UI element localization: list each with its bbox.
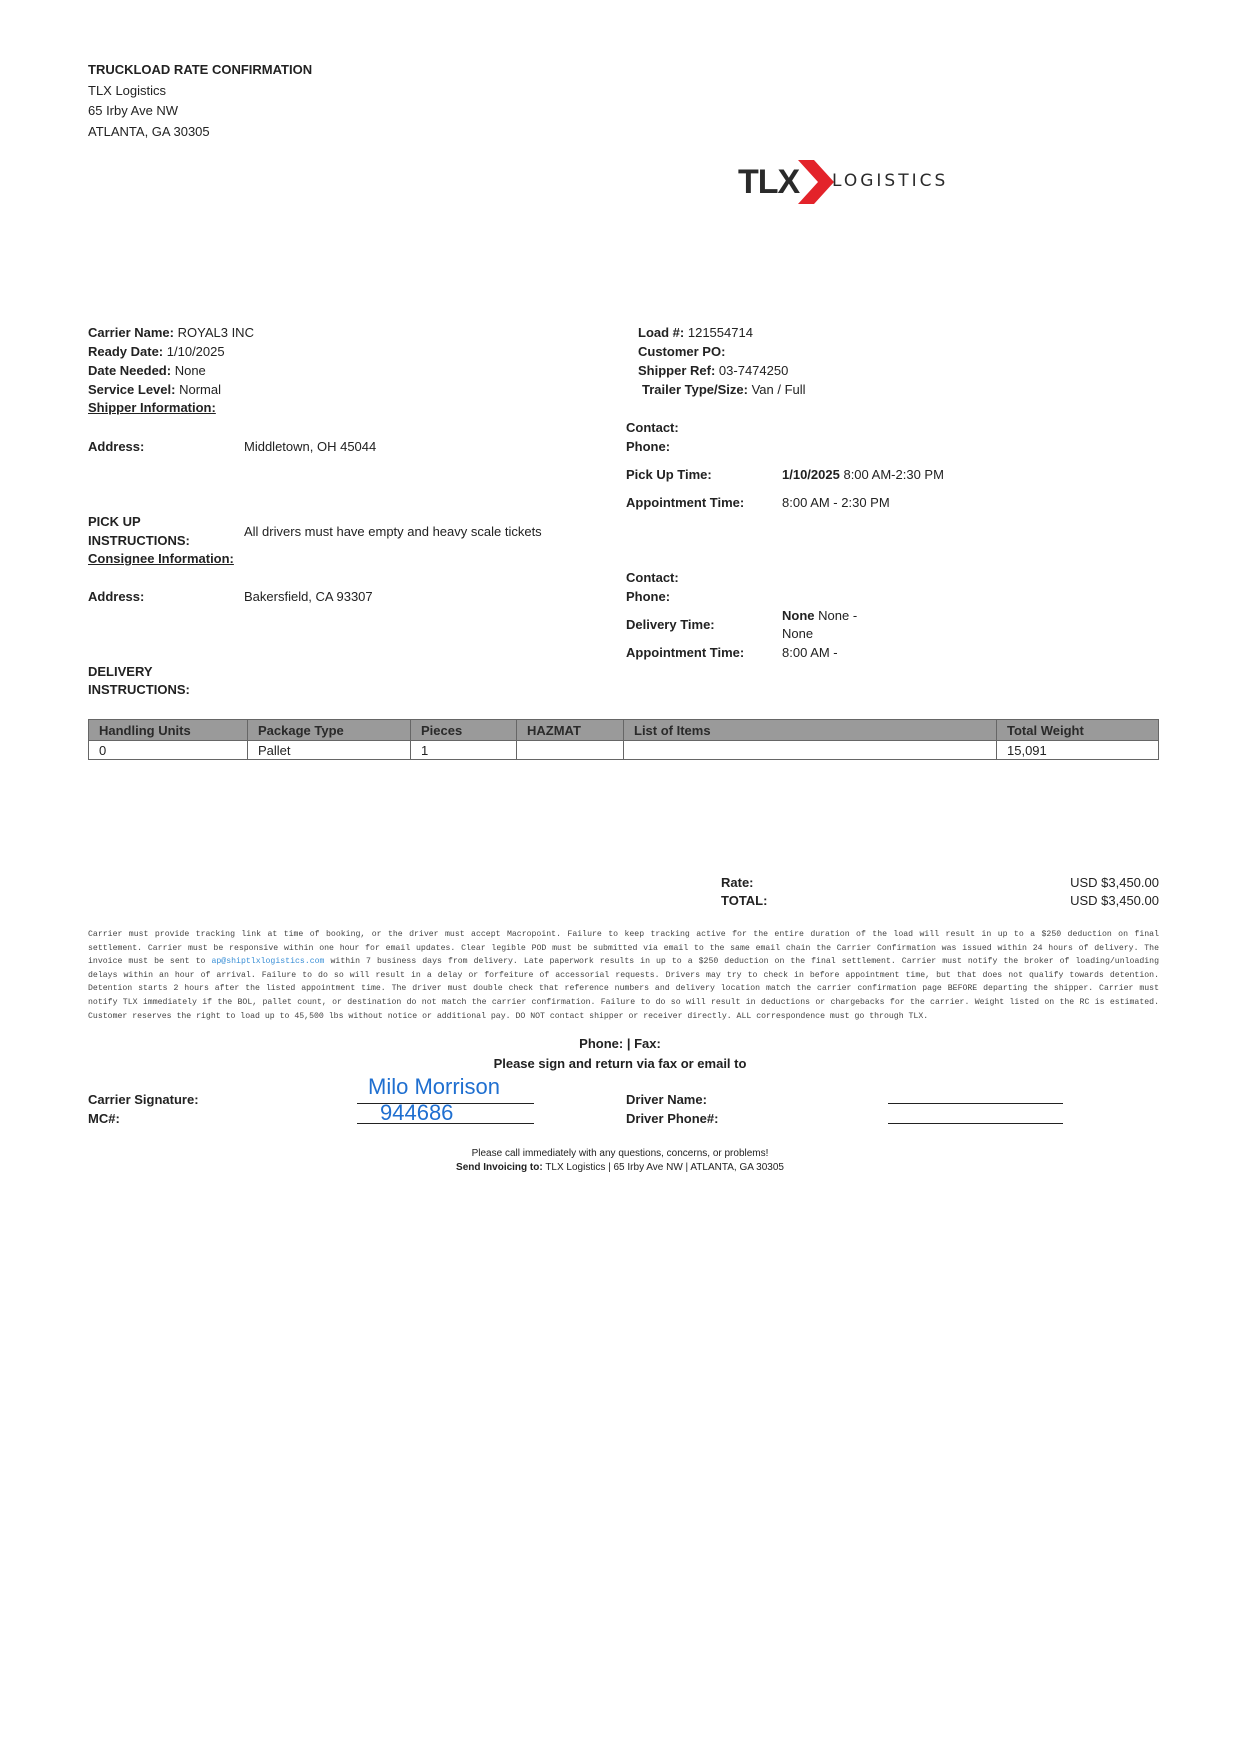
logo-text-tlx: TLX (738, 163, 800, 201)
terms-part-2: within 7 business days from delivery. Late paperwork results in up to a $250 deduction on the final settlement. Carrier must notify the broker of loading/unloading delays within an hour of arrival. Failure to do so will result in a delay or forfeiture of accessorial requests. Drivers may try to check in before appointment time, but that does not qualify towards detention. Detention starts 2 hours after the listed appointment time. The driver must double check that reference numbers and delivery location match the carrier confirmation page BEFORE departing the shipper. Carrier must notify TLX immediately if the BOL, pallet count, or destination do not match the carrier confirmation. Failure to do so will result in deductions or chargebacks for the carrier. Weight listed on the RC is estimated. Customer reserves the right to load up to 45,500 lbs without notice or additional pay. DO NOT contact shipper or receiver directly. ALL correspondence must go through TLX. (88, 957, 1160, 1021)
invoice-email-link[interactable]: ap@shiptlxlogistics.com (211, 957, 325, 967)
consignee-phone-label: Phone: (626, 589, 671, 604)
cell-handling-units: 0 (89, 741, 248, 760)
shipper-ref-field (638, 363, 788, 378)
ready-date-field (88, 344, 225, 359)
mc-label: MC#: (88, 1111, 120, 1126)
pickup-appointment-label: Appointment Time: (626, 495, 745, 510)
pickup-window: 8:00 AM-2:30 PM (843, 467, 944, 482)
cell-total-weight: 15,091 (997, 741, 1159, 760)
load-number-field (638, 325, 753, 340)
service-level-value: Normal (179, 382, 221, 397)
driver-phone-label: Driver Phone#: (626, 1111, 719, 1126)
pickup-time-value (782, 467, 944, 482)
footer-call-line: Please call immediately with any questions, concerns, or problems! (471, 1148, 769, 1159)
cell-list-of-items (624, 741, 997, 760)
terms-part-1: Carrier must provide tracking link at time of booking, or the driver must accept Macropoint. Failure to keep tracking active for the entire duration of the load will result in up to a $250 deduction on final settlement. Carrier must be responsive within one hour for email updates. Clear legible POD must be submitted via email to the same email chain the Carrier Confirmation was issued within 24 hours of delivery. The invoice must be sent to (88, 930, 1159, 967)
rate-label: Rate: (721, 875, 754, 890)
document-title: TRUCKLOAD RATE CONFIRMATION (88, 62, 313, 77)
driver-name-label: Driver Name: (626, 1092, 707, 1107)
shipper-address-label: Address: (88, 439, 145, 454)
delivery-time-label: Delivery Time: (626, 617, 715, 632)
trailer-type-label: Trailer Type/Size: (642, 382, 748, 397)
invoice-label: Send Invoicing to: (456, 1162, 543, 1173)
ready-date-value: 1/10/2025 (166, 344, 225, 359)
consignee-contact-label: Contact: (626, 570, 679, 585)
service-level-field (88, 382, 221, 397)
company-address-line1: 65 Irby Ave NW (88, 103, 179, 118)
col-package-type: Package Type (248, 720, 411, 741)
load-number-label: Load #: (638, 325, 685, 340)
company-logo (738, 160, 966, 204)
table-header-row (89, 720, 1159, 741)
carrier-name-value: ROYAL3 INC (177, 325, 254, 340)
pickup-time-label: Pick Up Time: (626, 467, 712, 482)
footer-invoice-line (0, 1162, 1240, 1173)
date-needed-value: None (174, 363, 206, 378)
shipper-phone-label: Phone: (626, 439, 671, 454)
company-address-line2: ATLANTA, GA 30305 (88, 124, 210, 139)
consignee-info-heading: Consignee Information: (88, 551, 234, 566)
customer-po-field (638, 344, 725, 359)
shipper-contact-label: Contact: (626, 420, 679, 435)
load-number-value: 121554714 (687, 325, 753, 340)
service-level-label: Service Level: (88, 382, 176, 397)
company-name: TLX Logistics (88, 83, 167, 98)
cell-hazmat (517, 741, 624, 760)
pickup-appointment-value: 8:00 AM - 2:30 PM (782, 495, 890, 510)
red-chevron-icon (796, 160, 836, 204)
shipper-ref-label: Shipper Ref: (638, 363, 716, 378)
driver-phone-line[interactable] (888, 1123, 1063, 1124)
pickup-date: 1/10/2025 (782, 467, 840, 482)
phone-fax-line: Phone: | Fax: (579, 1036, 661, 1051)
mc-value[interactable]: 944686 (380, 1100, 454, 1125)
terms-paragraph (88, 928, 1159, 1023)
col-hazmat: HAZMAT (517, 720, 624, 741)
date-needed-field (88, 363, 206, 378)
trailer-type-value: Van / Full (751, 382, 806, 397)
customer-po-label: Customer PO: (638, 344, 726, 359)
col-list-of-items: List of Items (624, 720, 997, 741)
col-total-weight: Total Weight (997, 720, 1159, 741)
carrier-name-label: Carrier Name: (88, 325, 174, 340)
total-value: USD $3,450.00 (1070, 893, 1159, 908)
consignee-address-label: Address: (88, 589, 145, 604)
delivery-appointment-value: 8:00 AM - (782, 645, 838, 660)
carrier-name-field (88, 325, 254, 340)
delivery-time-value (782, 608, 857, 623)
driver-name-line[interactable] (888, 1103, 1063, 1104)
pickup-instructions-label-2: INSTRUCTIONS: (88, 533, 190, 548)
col-handling-units: Handling Units (89, 720, 248, 741)
sign-return-line: Please sign and return via fax or email to (493, 1056, 747, 1071)
pickup-instructions-label-1: PICK UP (88, 514, 141, 529)
total-label: TOTAL: (721, 893, 768, 908)
consignee-address-value: Bakersfield, CA 93307 (244, 589, 373, 604)
col-pieces: Pieces (411, 720, 517, 741)
carrier-signature-value[interactable]: Milo Morrison (368, 1074, 501, 1099)
delivery-time-line2: None (782, 626, 814, 641)
delivery-time-bold: None (782, 608, 815, 623)
delivery-instructions-label-1: DELIVERY (88, 664, 153, 679)
trailer-type-field (642, 382, 806, 397)
cell-pieces: 1 (411, 741, 517, 760)
items-table (88, 719, 1159, 760)
invoice-address: TLX Logistics | 65 Irby Ave NW | ATLANTA, GA 30305 (545, 1162, 784, 1173)
delivery-time-rest: None - (818, 608, 858, 623)
carrier-signature-label: Carrier Signature: (88, 1092, 199, 1107)
rate-value: USD $3,450.00 (1070, 875, 1159, 890)
delivery-appointment-label: Appointment Time: (626, 645, 745, 660)
date-needed-label: Date Needed: (88, 363, 172, 378)
ready-date-label: Ready Date: (88, 344, 164, 359)
shipper-address-value: Middletown, OH 45044 (244, 439, 377, 454)
logo-text-logistics: LOGISTICS (832, 171, 949, 191)
shipper-ref-value: 03-7474250 (718, 363, 789, 378)
shipper-info-heading: Shipper Information: (88, 400, 216, 415)
pickup-instructions-value: All drivers must have empty and heavy scale tickets (244, 524, 542, 539)
cell-package-type: Pallet (248, 741, 411, 760)
table-row (89, 741, 1159, 760)
mc-line (357, 1123, 534, 1124)
delivery-instructions-label-2: INSTRUCTIONS: (88, 682, 190, 697)
